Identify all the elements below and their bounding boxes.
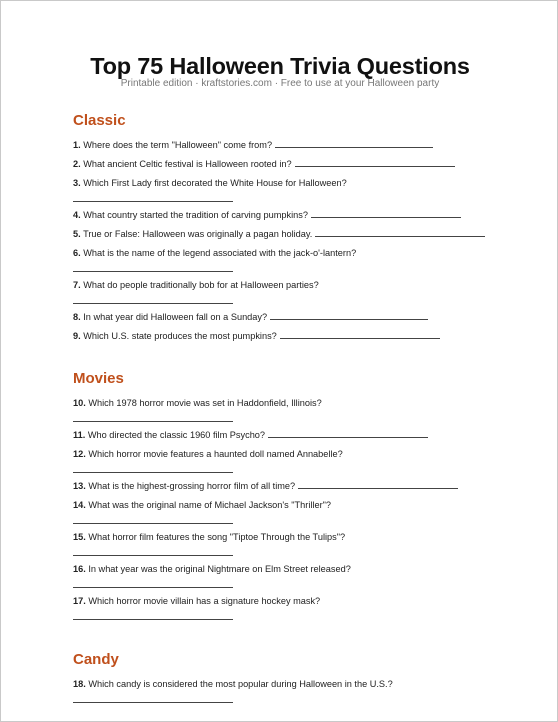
question-number: 16.	[73, 564, 86, 574]
question-number: 11.	[73, 430, 86, 440]
question-number: 2.	[73, 159, 81, 169]
question-number: 5.	[73, 229, 81, 239]
question-item	[73, 678, 487, 703]
question-text: What horror film features the song "Tiptoe Through the Tulips"?	[88, 532, 346, 542]
question-text: What is the name of the legend associated with the jack-o'-lantern?	[83, 248, 357, 258]
question-number: 3.	[73, 178, 81, 188]
section-classic	[73, 112, 487, 342]
question-list	[73, 397, 487, 620]
answer-line[interactable]	[73, 271, 233, 272]
question-number: 7.	[73, 280, 81, 290]
answer-line[interactable]	[280, 330, 440, 339]
question-number: 9.	[73, 331, 81, 341]
question-item	[73, 429, 487, 441]
section-candy	[73, 651, 487, 703]
question-number: 4.	[73, 210, 81, 220]
question-list	[73, 678, 487, 703]
answer-line[interactable]	[275, 139, 433, 148]
question-item	[73, 228, 487, 240]
question-text: What ancient Celtic festival is Halloween rooted in?	[83, 159, 292, 169]
question-text: What do people traditionally bob for at Halloween parties?	[83, 280, 319, 290]
section-movies	[73, 370, 487, 620]
section-heading: Movies	[73, 370, 124, 387]
answer-line[interactable]	[73, 555, 233, 556]
answer-line[interactable]	[73, 587, 233, 588]
question-item	[73, 139, 487, 151]
question-item	[73, 177, 487, 202]
answer-line[interactable]	[73, 619, 233, 620]
question-text: In what year was the original Nightmare on Elm Street released?	[88, 564, 351, 574]
answer-line[interactable]	[73, 523, 233, 524]
question-text: What was the original name of Michael Jackson's "Thriller"?	[88, 500, 332, 510]
sections-container	[73, 112, 487, 703]
question-item	[73, 247, 487, 272]
answer-line[interactable]	[73, 201, 233, 202]
question-item	[73, 448, 487, 473]
question-number: 18.	[73, 679, 86, 689]
question-item	[73, 397, 487, 422]
question-item	[73, 279, 487, 304]
question-number: 15.	[73, 532, 86, 542]
question-item	[73, 595, 487, 620]
question-item	[73, 563, 487, 588]
question-number: 6.	[73, 248, 81, 258]
answer-line[interactable]	[311, 209, 461, 218]
question-text: True or False: Halloween was originally a pagan holiday.	[83, 229, 313, 239]
question-text: Which U.S. state produces the most pumpkins?	[83, 331, 277, 341]
question-text: Who directed the classic 1960 film Psycho?	[87, 430, 266, 440]
question-number: 14.	[73, 500, 86, 510]
answer-line[interactable]	[73, 303, 233, 304]
question-item	[73, 499, 487, 524]
answer-line[interactable]	[270, 311, 428, 320]
question-number: 13.	[73, 481, 86, 491]
section-heading: Candy	[73, 651, 119, 668]
question-text: What country started the tradition of carving pumpkins?	[83, 210, 308, 220]
question-item	[73, 531, 487, 556]
question-text: Which horror movie villain has a signature hockey mask?	[88, 596, 321, 606]
answer-line[interactable]	[268, 429, 428, 438]
page-subtitle: Printable edition · kraftstories.com · Free to use at your Halloween party	[120, 78, 440, 89]
question-text: Which candy is considered the most popular during Halloween in the U.S.?	[88, 679, 393, 689]
page-title: Top 75 Halloween Trivia Questions	[90, 53, 470, 79]
question-number: 8.	[73, 312, 81, 322]
question-text: Which horror movie features a haunted doll named Annabelle?	[88, 449, 343, 459]
question-text: What is the highest-grossing horror film of all time?	[88, 481, 296, 491]
answer-line[interactable]	[73, 702, 233, 703]
question-text: Which First Lady first decorated the White House for Halloween?	[83, 178, 347, 188]
question-item	[73, 209, 487, 221]
answer-line[interactable]	[73, 472, 233, 473]
question-number: 17.	[73, 596, 86, 606]
answer-line[interactable]	[298, 480, 458, 489]
question-text: Where does the term "Halloween" come from?	[83, 140, 273, 150]
question-item	[73, 480, 487, 492]
answer-line[interactable]	[73, 421, 233, 422]
question-item	[73, 311, 487, 323]
question-number: 10.	[73, 398, 86, 408]
question-item	[73, 330, 487, 342]
section-heading: Classic	[73, 112, 126, 129]
question-item	[73, 158, 487, 170]
question-list	[73, 139, 487, 342]
question-text: Which 1978 horror movie was set in Haddonfield, Illinois?	[88, 398, 322, 408]
question-number: 1.	[73, 140, 81, 150]
answer-line[interactable]	[315, 228, 485, 237]
answer-line[interactable]	[295, 158, 455, 167]
question-text: In what year did Halloween fall on a Sunday?	[83, 312, 268, 322]
question-number: 12.	[73, 449, 86, 459]
